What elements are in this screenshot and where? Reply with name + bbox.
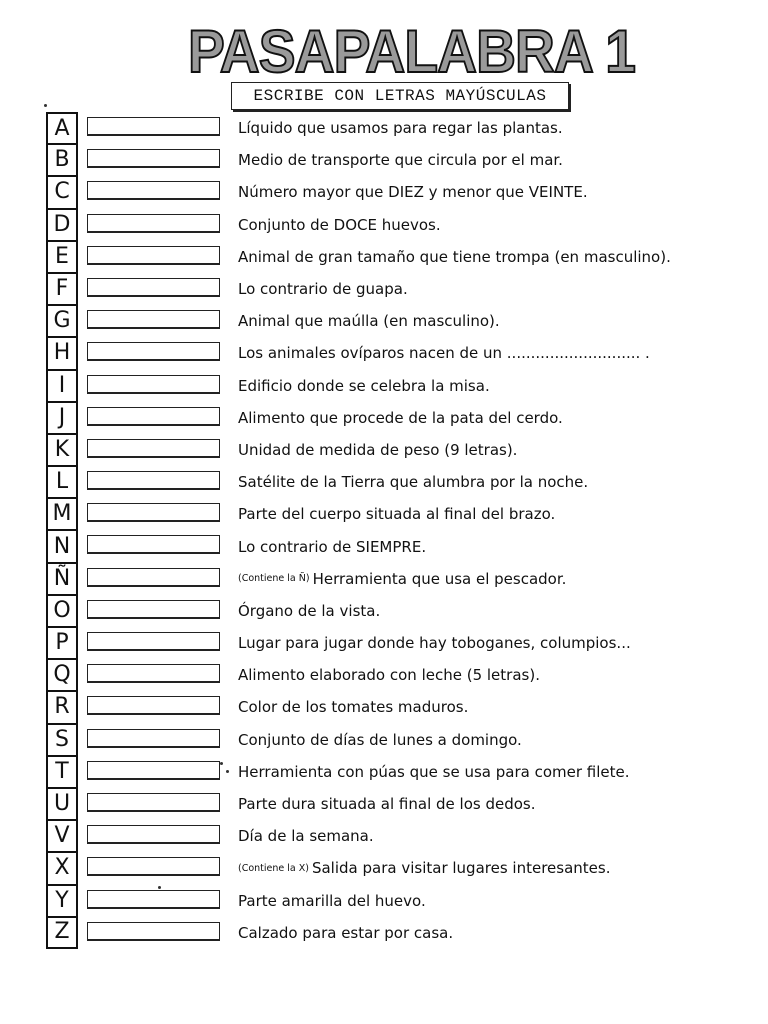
clue-text <box>238 434 517 466</box>
clue-text <box>238 885 426 917</box>
clue-label: Día de la semana. <box>238 827 374 846</box>
clue-text <box>238 563 566 595</box>
letter-cell: Ñ <box>46 563 78 595</box>
letter-cell: H <box>46 337 78 369</box>
clue-label: Alimento elaborado con leche (5 letras). <box>238 666 540 685</box>
clue-text <box>238 209 441 241</box>
clue-label: Conjunto de días de lunes a domingo. <box>238 730 522 749</box>
letter-cell: P <box>46 627 78 659</box>
worksheet-title: PASAPALABRA 1 <box>188 18 636 85</box>
scan-speck <box>158 886 161 889</box>
clue-label: Animal de gran tamaño que tiene trompa (en masculino). <box>238 247 671 266</box>
clue-text <box>238 820 374 852</box>
clue-label: Color de los tomates maduros. <box>238 698 469 717</box>
scan-speck <box>226 770 229 773</box>
clue-row <box>46 144 756 176</box>
clue-row <box>46 241 756 273</box>
clue-text <box>238 691 468 723</box>
letter-cell: B <box>46 144 78 176</box>
answer-box[interactable] <box>87 729 220 748</box>
letter-cell: L <box>46 466 78 498</box>
clue-text <box>238 595 380 627</box>
letter-cell: T <box>46 756 78 788</box>
answer-box[interactable] <box>87 471 220 490</box>
clue-text <box>238 659 540 691</box>
clue-row <box>46 724 756 756</box>
letter-cell: Y <box>46 885 78 917</box>
letter-cell: S <box>46 724 78 756</box>
letter-cell: Z <box>46 917 78 949</box>
instructions-text: ESCRIBE CON LETRAS MAYÚSCULAS <box>253 87 547 105</box>
answer-box[interactable] <box>87 696 220 715</box>
clue-row <box>46 305 756 337</box>
clue-row <box>46 756 756 788</box>
clue-label: Órgano de la vista. <box>238 601 381 620</box>
scan-speck <box>44 104 47 107</box>
clue-label: Los animales ovíparos nacen de un ............................ . <box>238 344 650 363</box>
clue-row <box>46 627 756 659</box>
clue-text <box>238 402 563 434</box>
clue-label: Líquido que usamos para regar las plantas. <box>238 119 563 138</box>
clue-text <box>238 305 500 337</box>
answer-box[interactable] <box>87 825 220 844</box>
clue-label: Satélite de la Tierra que alumbra por la noche. <box>238 473 589 492</box>
answer-box[interactable] <box>87 793 220 812</box>
letter-cell: R <box>46 691 78 723</box>
answer-box[interactable] <box>87 632 220 651</box>
clue-label: Edificio donde se celebra la misa. <box>238 376 490 395</box>
letter-cell: V <box>46 820 78 852</box>
letter-cell: I <box>46 370 78 402</box>
clue-label: Lo contrario de guapa. <box>238 280 408 299</box>
clue-text <box>238 370 490 402</box>
clue-text <box>238 466 588 498</box>
answer-box[interactable] <box>87 149 220 168</box>
letter-cell: U <box>46 788 78 820</box>
clue-row <box>46 691 756 723</box>
answer-box[interactable] <box>87 535 220 554</box>
clue-label: Medio de transporte que circula por el mar. <box>238 151 563 170</box>
letter-cell: N <box>46 530 78 562</box>
clue-row <box>46 820 756 852</box>
answer-box[interactable] <box>87 600 220 619</box>
letter-cell: G <box>46 305 78 337</box>
clue-text <box>238 756 630 788</box>
clue-text <box>238 337 650 369</box>
answer-box[interactable] <box>87 568 220 587</box>
letter-cell: E <box>46 241 78 273</box>
clue-label: Unidad de medida de peso (9 letras). <box>238 440 518 459</box>
clue-row <box>46 563 756 595</box>
clue-text <box>238 498 555 530</box>
clue-text <box>238 852 610 884</box>
clue-label: Conjunto de DOCE huevos. <box>238 215 441 234</box>
clue-list <box>46 112 756 949</box>
clue-note: (Contiene la Ñ) <box>238 573 310 585</box>
clue-row <box>46 466 756 498</box>
clue-text <box>238 144 563 176</box>
clue-label: Parte dura situada al final de los dedos. <box>238 795 536 814</box>
clue-note: (Contiene la X) <box>238 862 309 874</box>
clue-row <box>46 917 756 949</box>
answer-box[interactable] <box>87 117 220 136</box>
clue-label: Lo contrario de SIEMPRE. <box>238 537 427 556</box>
clue-label: Calzado para estar por casa. <box>238 923 454 942</box>
answer-box[interactable] <box>87 246 220 265</box>
clue-label: Parte del cuerpo situada al final del brazo. <box>238 505 556 524</box>
answer-box[interactable] <box>87 922 220 941</box>
clue-label: Lugar para jugar donde hay toboganes, columpios... <box>238 634 631 653</box>
clue-row <box>46 498 756 530</box>
letter-cell: K <box>46 434 78 466</box>
answer-box[interactable] <box>87 761 220 780</box>
answer-box[interactable] <box>87 310 220 329</box>
clue-text <box>238 530 426 562</box>
clue-text <box>238 917 453 949</box>
letter-cell: Q <box>46 659 78 691</box>
clue-label: Salida para visitar lugares interesantes. <box>311 859 611 878</box>
clue-text <box>238 627 631 659</box>
letter-cell: F <box>46 273 78 305</box>
clue-label: Parte amarilla del huevo. <box>238 891 426 910</box>
clue-row <box>46 112 756 144</box>
letter-cell: C <box>46 176 78 208</box>
clue-row <box>46 434 756 466</box>
answer-box[interactable] <box>87 407 220 426</box>
answer-box[interactable] <box>87 664 220 683</box>
clue-row <box>46 885 756 917</box>
clue-text <box>238 176 588 208</box>
answer-box[interactable] <box>87 857 220 876</box>
clue-text <box>238 788 536 820</box>
clue-label: Animal que maúlla (en masculino). <box>238 312 500 331</box>
clue-label: Herramienta con púas que se usa para comer filete. <box>238 762 630 781</box>
answer-box[interactable] <box>87 439 220 458</box>
answer-box[interactable] <box>87 214 220 233</box>
clue-row <box>46 370 756 402</box>
clue-row <box>46 402 756 434</box>
answer-box[interactable] <box>87 342 220 361</box>
clue-text <box>238 241 671 273</box>
clue-row <box>46 273 756 305</box>
answer-box[interactable] <box>87 375 220 394</box>
clue-row <box>46 595 756 627</box>
instructions-box <box>231 82 569 110</box>
answer-box[interactable] <box>87 278 220 297</box>
answer-box[interactable] <box>87 503 220 522</box>
clue-row <box>46 530 756 562</box>
clue-text <box>238 112 563 144</box>
letter-cell: O <box>46 595 78 627</box>
clue-row <box>46 337 756 369</box>
answer-box[interactable] <box>87 890 220 909</box>
letter-cell: A <box>46 112 78 144</box>
letter-cell: D <box>46 209 78 241</box>
clue-row <box>46 788 756 820</box>
clue-label: Número mayor que DIEZ y menor que VEINTE. <box>238 183 588 202</box>
clue-label: Herramienta que usa el pescador. <box>312 569 567 588</box>
letter-cell: M <box>46 498 78 530</box>
clue-row <box>46 176 756 208</box>
letter-cell: J <box>46 402 78 434</box>
letter-cell: X <box>46 852 78 884</box>
clue-label: Alimento que procede de la pata del cerdo. <box>238 408 563 427</box>
clue-row <box>46 659 756 691</box>
clue-text <box>238 724 522 756</box>
scan-speck <box>220 762 223 765</box>
clue-text <box>238 273 408 305</box>
answer-box[interactable] <box>87 181 220 200</box>
clue-row <box>46 852 756 884</box>
clue-row <box>46 209 756 241</box>
